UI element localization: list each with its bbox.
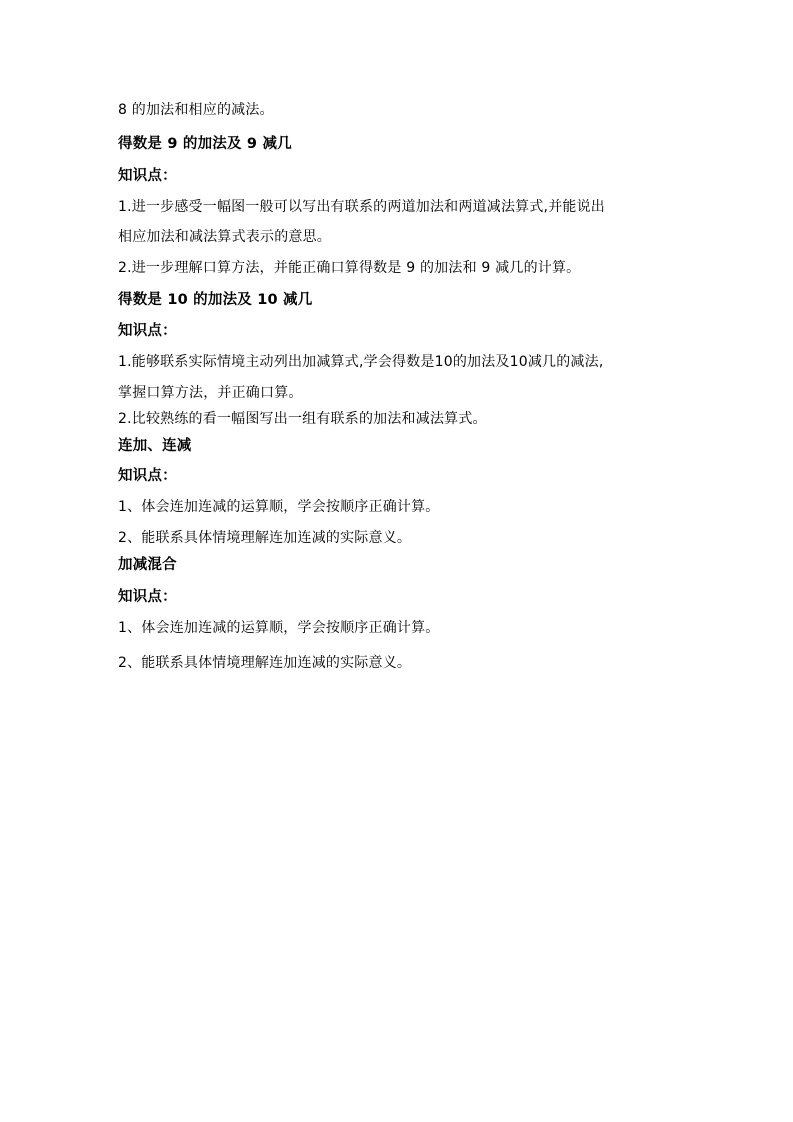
section-text-line: 1、体会连加连减的运算顺，学会按顺序正确计算。 — [118, 499, 440, 515]
section-label: 知识点： — [118, 323, 177, 339]
section-text-line: 掌握口算方法，并正确口算。 — [118, 385, 303, 401]
section-text-line: 2.比较熟练的看一幅图写出一组有联系的加法和减法算式。 — [118, 411, 487, 427]
section-text-line: 2、能联系具体情境理解连加连减的实际意义。 — [118, 530, 412, 546]
intro-line: 8 的加法和相应的减法。 — [118, 102, 274, 118]
section-text-line: 2.进一步理解口算方法，并能正确口算得数是 9 的加法和 9 减几的计算。 — [118, 260, 581, 276]
section-title: 得数是 9 的加法及 9 减几 — [118, 136, 292, 152]
section-text-line: 1.进一步感受一幅图一般可以写出有联系的两道加法和两道减法算式,并能说出 — [118, 199, 606, 215]
section-label: 知识点： — [118, 468, 177, 484]
section-text-line: 相应加法和减法算式表示的意思。 — [118, 229, 331, 245]
section-title: 加减混合 — [118, 557, 177, 573]
section-text-line: 1、体会连加连减的运算顺，学会按顺序正确计算。 — [118, 620, 440, 636]
section-text-line: 2、能联系具体情境理解连加连减的实际意义。 — [118, 655, 412, 671]
section-label: 知识点： — [118, 168, 177, 184]
section-title: 连加、连减 — [118, 438, 192, 454]
section-text-line: 1.能够联系实际情境主动列出加减算式,学会得数是10的加法及10减几的减法, — [118, 354, 604, 370]
section-label: 知识点： — [118, 589, 177, 605]
section-title: 得数是 10 的加法及 10 减几 — [118, 292, 313, 308]
